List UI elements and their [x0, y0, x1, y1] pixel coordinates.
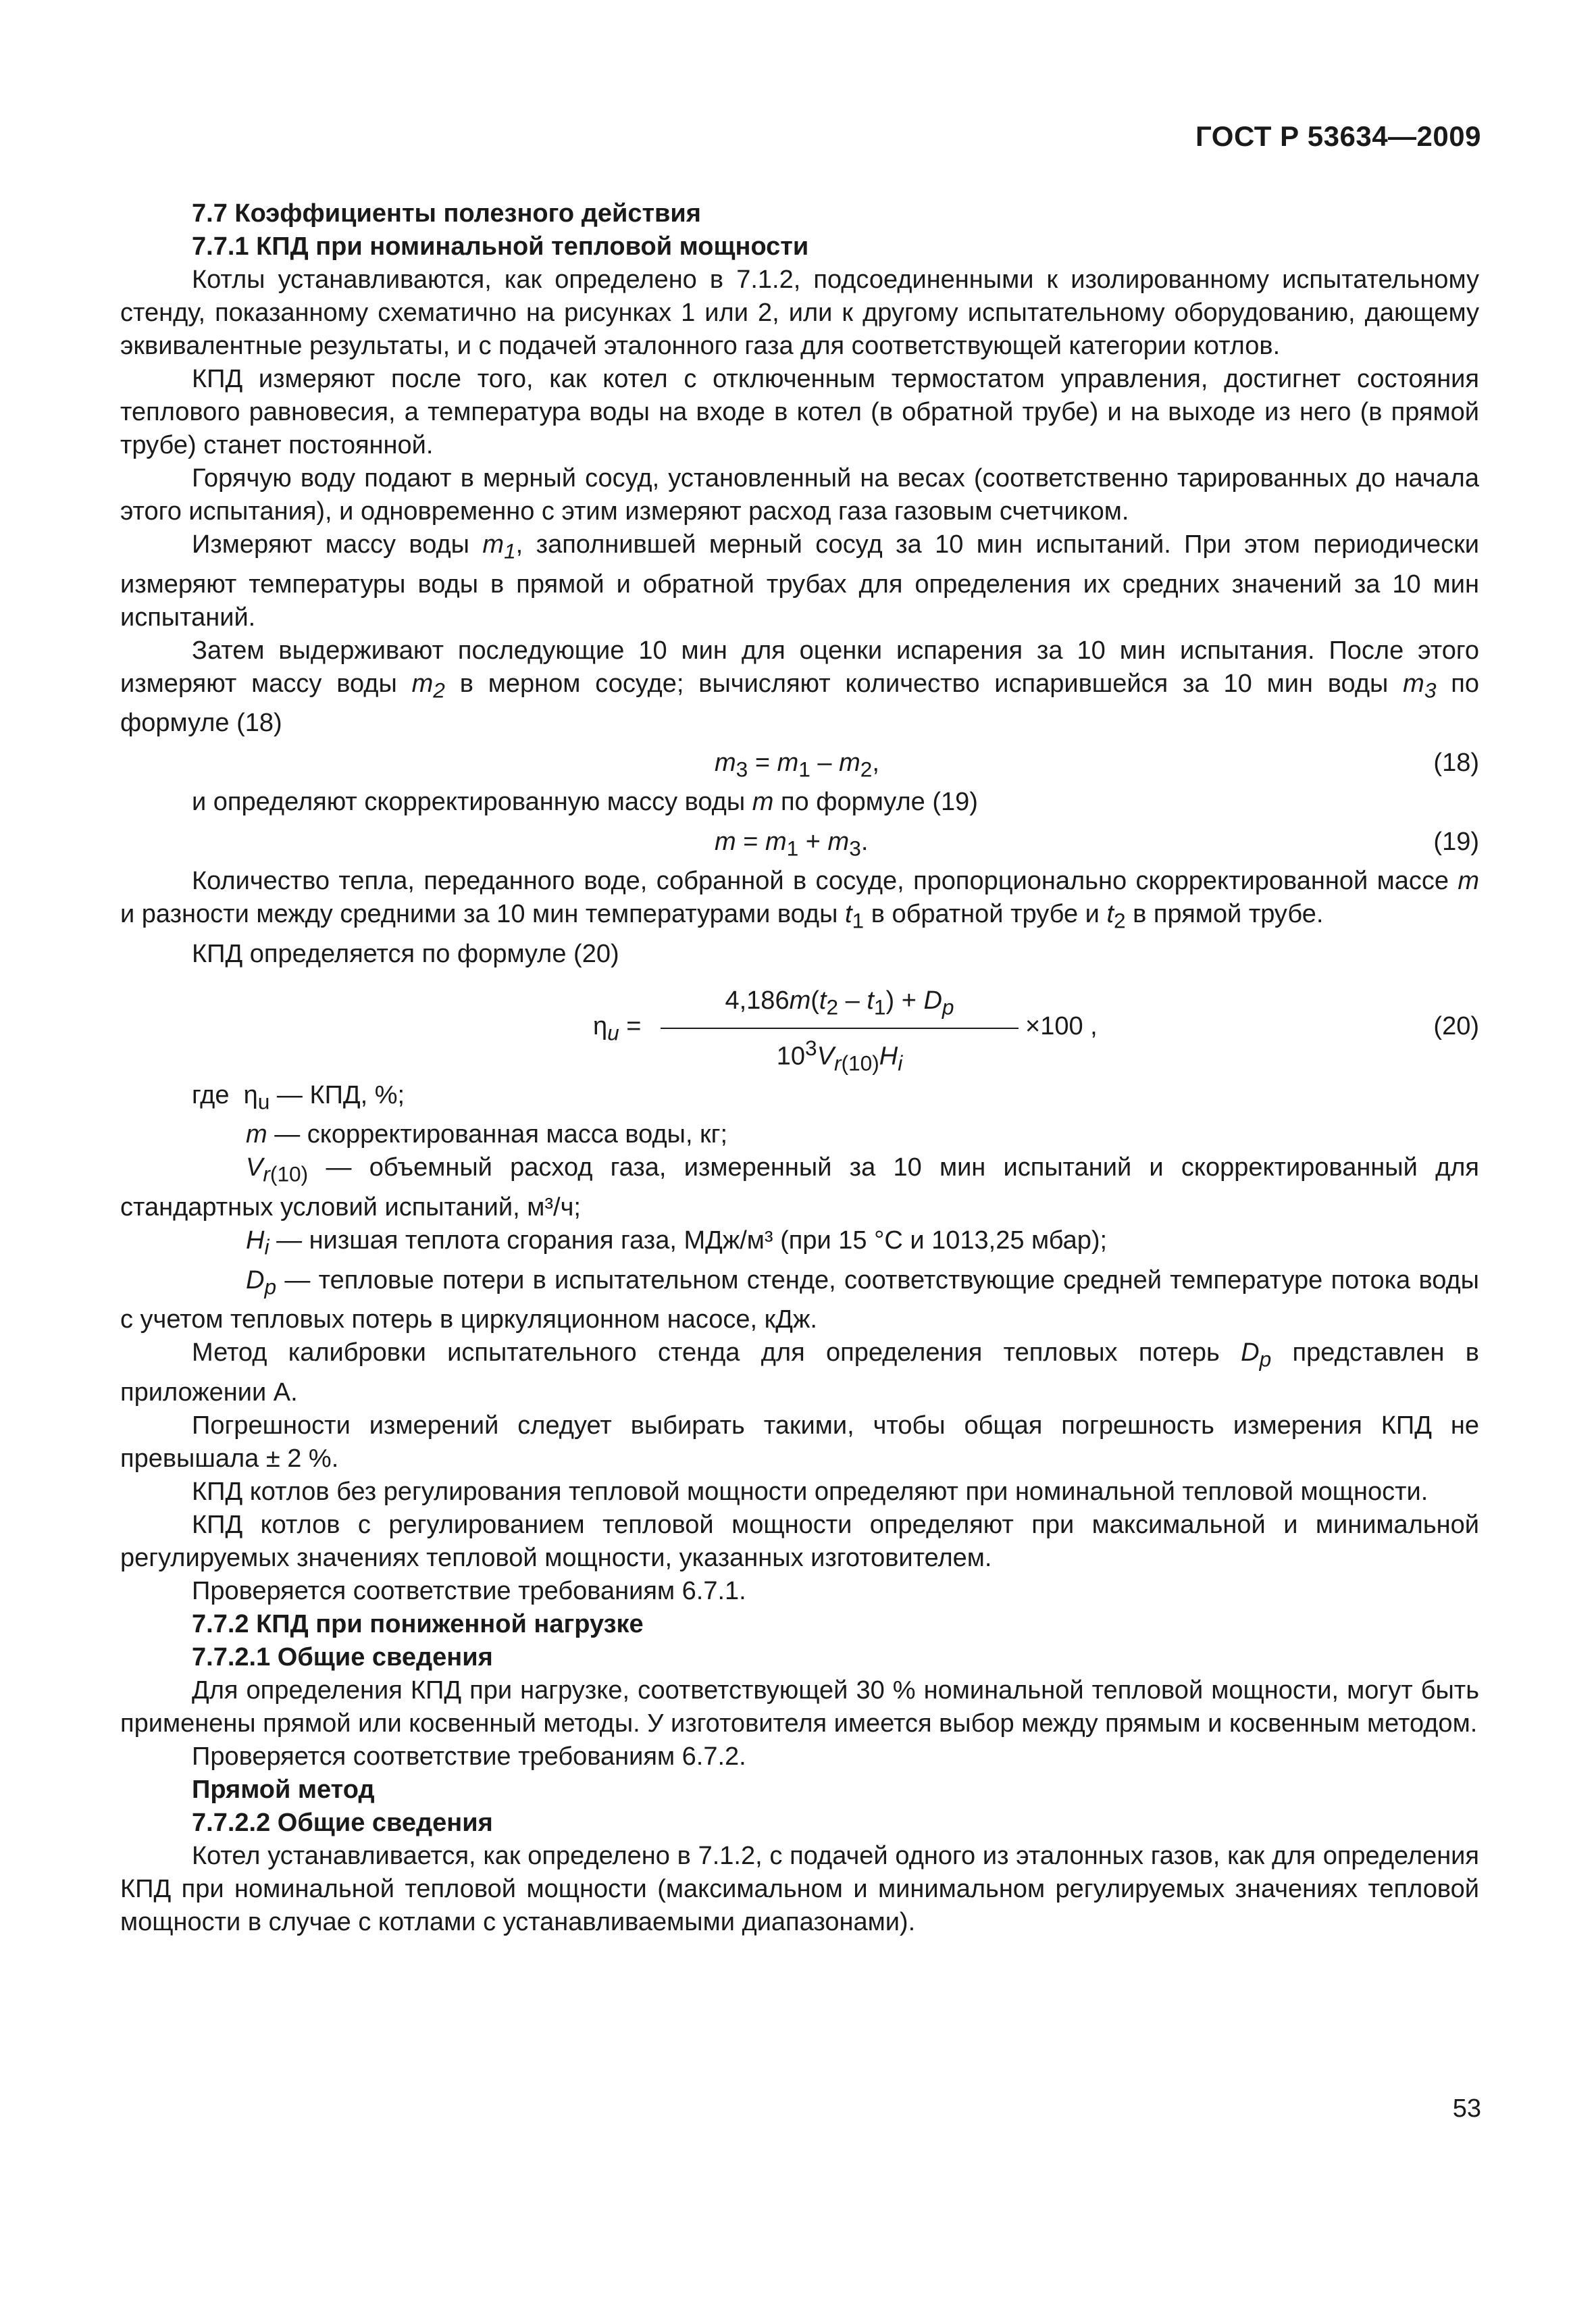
paragraph: Количество тепла, переданного воде, собранной в сосуде, пропорционально скорректированной массе m и разности между средними за 10 мин температурами воды $t_1$ в обратной трубе и $t_2$ в прямой трубе.	[120, 867, 1479, 933]
paragraph: Для определения КПД при нагрузке, соответствующей 30 % номинальной тепловой мощности, могут быть применены прямой или косвенный методы. У изготовителя имеется выбор между прямым и косвенным методом.	[120, 1676, 1479, 1738]
heading-7-7-2: 7.7.2 КПД при пониженной нагрузке	[192, 1609, 644, 1638]
paragraph: Горячую воду подают в мерный сосуд, установленный на весах (соответственно тарированных до начала этого испытания), и одновременно с этим измеряют расход газа газовым счетчиком.	[120, 464, 1479, 526]
formula-20	[120, 971, 1479, 1079]
paragraph: Проверяется соответствие требованиям 6.7.1.	[192, 1576, 746, 1605]
formula-18	[120, 740, 1479, 786]
formula-19-number: (19)	[1433, 828, 1479, 857]
paragraph: Метод калибровки испытательного стенда для определения тепловых потерь $D_p$ представлен в приложении А.	[120, 1338, 1479, 1407]
paragraph: КПД котлов без регулирования тепловой мощности определяют при номинальной тепловой мощности.	[192, 1477, 1428, 1506]
heading-direct-method: Прямой метод	[192, 1775, 375, 1804]
formula-20-numerator: $4,186m(t_2 - t_1) + D_p$	[661, 984, 1019, 1030]
definition-eta: где $\eta_u$ — КПД, %;	[192, 1080, 405, 1114]
formula-18-expression: $m_3 = m_1 - m_2$,	[715, 749, 879, 782]
heading-7-7-2-1: 7.7.2.1 Общие сведения	[192, 1642, 493, 1671]
formula-18-number: (18)	[1433, 749, 1479, 778]
paragraph: Измеряют массу воды $m_1$, заполнившей мерный сосуд за 10 мин испытаний. При этом периодически измеряют температуры воды в прямой и обратной трубах для определения их средних значений за 10 мин испытаний.	[120, 530, 1480, 632]
document-header: ГОСТ Р 53634—2009	[1195, 120, 1481, 152]
definition-v: $V_{r(10)}$ — объемный расход газа, измеренный за 10 мин испытаний и скорректированный для стандартных условий испытаний, м³/ч;	[120, 1153, 1479, 1222]
paragraph: Котлы устанавливаются, как определено в 7.1.2, подсоединенными к изолированному испытательному стенду, показанному схематично на рисунках 1 или 2, или к другому испытательному оборудованию, дающему эквивалентные результаты, и с подачей эталонного газа для соответствующей категории котлов.	[120, 266, 1479, 360]
page-number: 53	[1452, 2094, 1481, 2123]
formula-19	[120, 819, 1479, 865]
paragraph: и определяют скорректированную массу воды m по формуле (19)	[192, 788, 978, 817]
definition-m: m — скорректированная масса воды, кг;	[246, 1120, 728, 1149]
paragraph: Котел устанавливается, как определено в 7.1.2, с подачей одного из эталонных газов, как для определения КПД при номинальной тепловой мощности (максимальном и минимальном регулируемых значениях тепловой мощности в случае с котлами с устанавливаемыми диапазонами).	[120, 1841, 1479, 1936]
heading-7-7-1: 7.7.1 КПД при номинальной тепловой мощности	[192, 232, 809, 261]
formula-20-lhs: $\eta_u$ =	[593, 1011, 642, 1045]
formula-20-number: (20)	[1433, 1011, 1479, 1040]
paragraph: Проверяется соответствие требованиям 6.7.2.	[192, 1742, 746, 1771]
heading-7-7: 7.7 Коэффициенты полезного действия	[192, 199, 701, 228]
formula-19-expression: $m = m_1 + m_3$.	[715, 828, 869, 861]
paragraph: КПД определяется по формуле (20)	[192, 939, 619, 968]
paragraph: Погрешности измерений следует выбирать такими, чтобы общая погрешность измерения КПД не превышала ± 2 %.	[120, 1411, 1479, 1473]
paragraph: КПД измеряют после того, как котел с отключенным термостатом управления, достигнет состояния теплового равновесия, а температура воды на входе в котел (в обратной трубе) и на выходе из него (в прямой трубе) станет постоянной.	[120, 365, 1479, 459]
formula-20-denominator: $10^3V_{r(10)}H_i$	[776, 1036, 903, 1076]
paragraph: Затем выдерживают последующие 10 мин для оценки испарения за 10 мин испытания. После этого измеряют массу воды $m_2$ в мерном сосуде; вычисляют количество испарившейся за 10 мин воды $m_3$ по формуле (18)	[120, 636, 1479, 738]
definitions	[120, 1079, 1479, 1336]
heading-7-7-2-2: 7.7.2.2 Общие сведения	[192, 1808, 493, 1837]
paragraph: КПД котлов с регулированием тепловой мощности определяют при максимальной и минимальной регулируемых значениях тепловой мощности, указанных изготовителем.	[120, 1510, 1479, 1572]
formula-20-fraction	[661, 984, 1019, 1080]
definition-d: $D_p$ — тепловые потери в испытательном стенде, соответствующие средней температуре потока воды с учетом тепловых потерь в циркуляционном насосе, кДж.	[120, 1265, 1479, 1334]
definition-h: $H_i$ — низшая теплота сгорания газа, МДж/м³ (при 15 °С и 1013,25 мбар);	[246, 1226, 1108, 1259]
formula-20-tail: ×100 ,	[1025, 1011, 1098, 1040]
document-body	[120, 197, 1479, 1939]
